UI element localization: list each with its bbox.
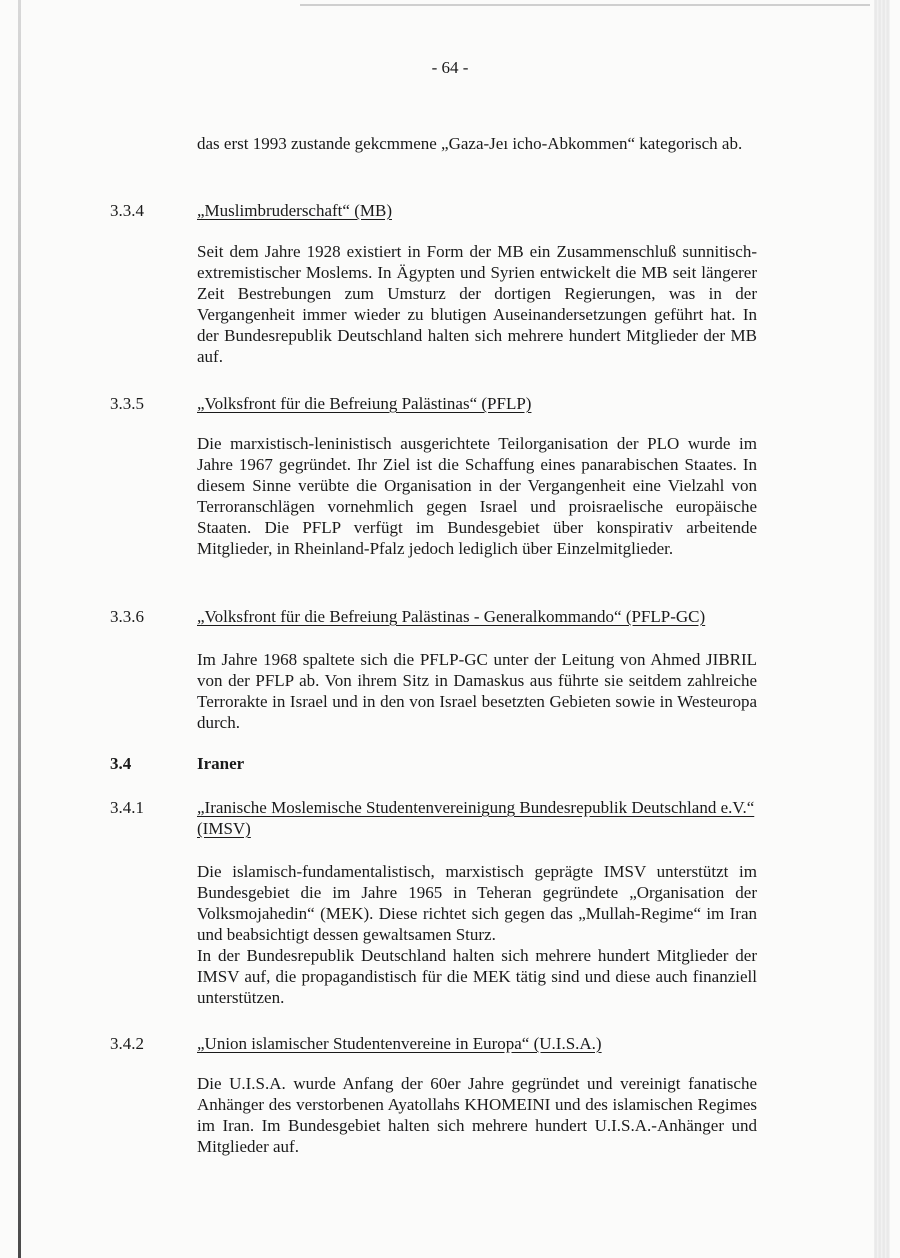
scan-edge-left: [18, 0, 21, 1258]
section-number: 3.4.2: [110, 1034, 144, 1053]
section-paragraph: In der Bundesrepublik Deutschland halten sich mehrere hundert Mitglieder der IMSV auf, die propagandistisch für die MEK tätig sind und diese auch finanziell unterstützen.: [197, 946, 757, 1007]
intro-paragraph: das erst 1993 zustande gekcmmene „Gaza-Jeı icho-Abkommen“ kategorisch ab.: [197, 134, 743, 153]
section-paragraph: Die marxistisch-leninistisch ausgerichtete Teilorganisation der PLO wurde im Jahre 1967 gegründet. Ihr Ziel ist die Schaffung eines panarabischen Staates. In diesem Sinne verübte die Organisation in der Vergangenheit eine Vielzahl von Terroranschlägen vornehmlich gegen Israel und proisraelische europäische Staaten. Die PFLP verfügt im Bundesgebiet über konspirativ arbeitende Mitglieder, in Rheinland-Pfalz jedoch lediglich über Einzelmitglieder.: [197, 434, 757, 558]
section-heading: „Union islamischer Studentenvereine in Europa“ (U.I.S.A.): [197, 1034, 602, 1053]
section-paragraph: Die islamisch-fundamentalistisch, marxistisch geprägte IMSV unterstützt im Bundesgebiet die im Jahre 1965 in Teheran gegründete „Organisation der Volksmojahedin“ (MEK). Diese richtet sich gegen das „Mullah-Regime“ im Iran und beabsichtigt dessen gewaltsamen Sturz.: [197, 862, 757, 944]
chapter-heading: Iraner: [197, 754, 245, 773]
section-heading: „Muslimbruderschaft“ (MB): [197, 201, 392, 220]
section-number: 3.3.5: [110, 394, 144, 413]
section-paragraph: Seit dem Jahre 1928 existiert in Form der MB ein Zusammenschluß sunnitisch-extremistischer Moslems. In Ägypten und Syrien entwickelt die MB seit längerer Zeit Bestrebungen zum Umsturz der dortigen Regierungen, was in der Vergangenheit immer wieder zu blutigen Auseinandersetzungen geführt hat. In der Bundesrepublik Deutschland halten sich mehrere hundert Mitglieder der MB auf.: [197, 242, 757, 366]
scan-edge-top: [300, 4, 870, 6]
section-number: 3.3.6: [110, 607, 144, 626]
section-paragraph: Die U.I.S.A. wurde Anfang der 60er Jahre gegründet und vereinigt fanatische Anhänger des verstorbenen Ayatollahs KHOMEINI und des islamischen Regimes im Iran. Im Bundesgebiet halten sich mehrere hundert U.I.S.A.-Anhänger und Mitglieder auf.: [197, 1074, 757, 1156]
page-number: - 64 -: [431, 58, 469, 77]
section-heading: „Iranische Moslemische Studentenvereinigung Bundesrepublik Deutschland e.V.“ (IMSV): [197, 798, 755, 838]
scan-edge-right: [874, 0, 890, 1258]
chapter-number: 3.4: [110, 754, 132, 773]
section-heading: „Volksfront für die Befreiung Palästinas“ (PFLP): [197, 394, 532, 413]
section-number: 3.4.1: [110, 798, 144, 817]
section-paragraph: Im Jahre 1968 spaltete sich die PFLP-GC unter der Leitung von Ahmed JIBRIL von der PFLP ab. Von ihrem Sitz in Damaskus aus führte sie seitdem zahlreiche Terrorakte in Israel und in den von Israel besetzten Gebieten sowie in Westeuropa durch.: [197, 650, 757, 732]
section-number: 3.3.4: [110, 201, 144, 220]
section-heading: „Volksfront für die Befreiung Palästinas - Generalkommando“ (PFLP-GC): [197, 607, 706, 626]
